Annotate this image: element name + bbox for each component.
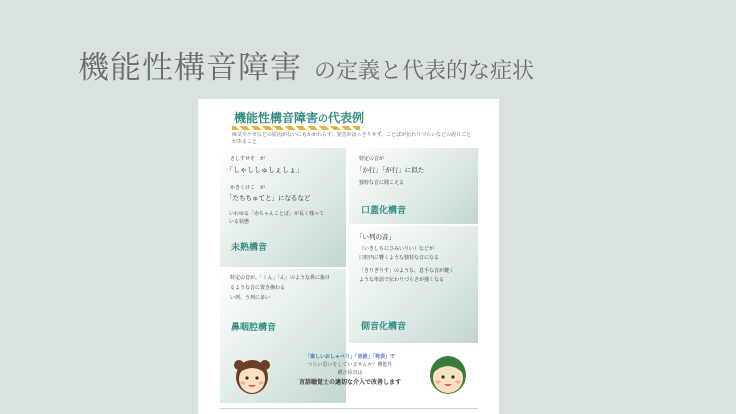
panel1-line4: 「たちちゅてと」になるなど — [226, 194, 311, 202]
panel1-label: 未熟構音 — [231, 243, 268, 253]
panel4-line4: 「きりぎりす」のような、息手な音が鍵く — [359, 268, 455, 274]
panel3-line3: い列、う列に多い — [230, 295, 271, 301]
panel1-line1: さしすせそ が — [230, 156, 266, 162]
panel4-line5: ような単語で伝わりづらさが強くなる — [359, 277, 445, 283]
panel3-line1: 特定の音が、「くん」「ん」のような鼻に抜け — [230, 275, 331, 281]
bottom-line1: 「楽しいおしゃべり」「音読」「発表」で — [304, 354, 395, 360]
panel4-label: 側音化構音 — [361, 322, 407, 332]
card-title-main: 機能性構音障害 — [234, 111, 319, 125]
card-title-particle: の — [318, 114, 329, 125]
panel1-line2: 「しゃししゅしぇしょ」 — [226, 166, 303, 174]
caution-stripe — [232, 126, 360, 130]
panel4-line3: 口腔内に響くような独特な音になる — [359, 255, 440, 261]
panel3-line2: るような音に置き換わる — [230, 285, 286, 291]
slide-title-sub: の定義と代表的な症状 — [314, 59, 535, 84]
panel2-line2: 「か行」「が行」に似た — [356, 166, 425, 174]
panel2-line3: 独特な音に聞こえる — [359, 180, 405, 186]
slide-title — [78, 42, 535, 86]
card-title — [234, 109, 364, 126]
panel4-line2: （いきしちにひみいりい）などが — [359, 246, 435, 252]
panel4-line1: 「い列の音」 — [356, 233, 395, 241]
slide-title-main: 機能性構音障害 — [78, 50, 302, 86]
panel3-label: 鼻咽腔構音 — [231, 323, 277, 333]
panel1-line3: かきくけこ が — [230, 185, 266, 191]
panel-lateral-articulation — [349, 226, 478, 343]
bottom-line4: 言語聴覚士の適切な介入で改善します — [298, 379, 401, 386]
card-description: 麻気やケガなどの原因がないにもかかわらず、発音がはっきりせず、ことばが伝わりづらいなどの誤りごとがあること — [232, 132, 472, 145]
bottom-message — [298, 353, 402, 387]
boy-face-icon — [426, 353, 470, 397]
panel-immature-articulation — [220, 148, 346, 267]
panel1-line6: いる状態 — [229, 219, 250, 225]
bottom-line3: 構音障害は — [337, 370, 363, 376]
panel1-line5: いわゆる「赤ちゃんことば」が長く残って — [229, 211, 325, 217]
card-title-end: 代表例 — [328, 111, 365, 125]
panel2-line1: 特定の音が — [359, 156, 385, 162]
panel2-label: 口蓋化構音 — [361, 206, 407, 216]
bottom-line2: つらい思いをしていませんか？機能性 — [307, 362, 393, 368]
divider — [220, 408, 478, 409]
panel-palatalized-articulation — [349, 148, 478, 224]
girl-face-icon — [232, 353, 272, 397]
infographic-card — [198, 99, 499, 414]
